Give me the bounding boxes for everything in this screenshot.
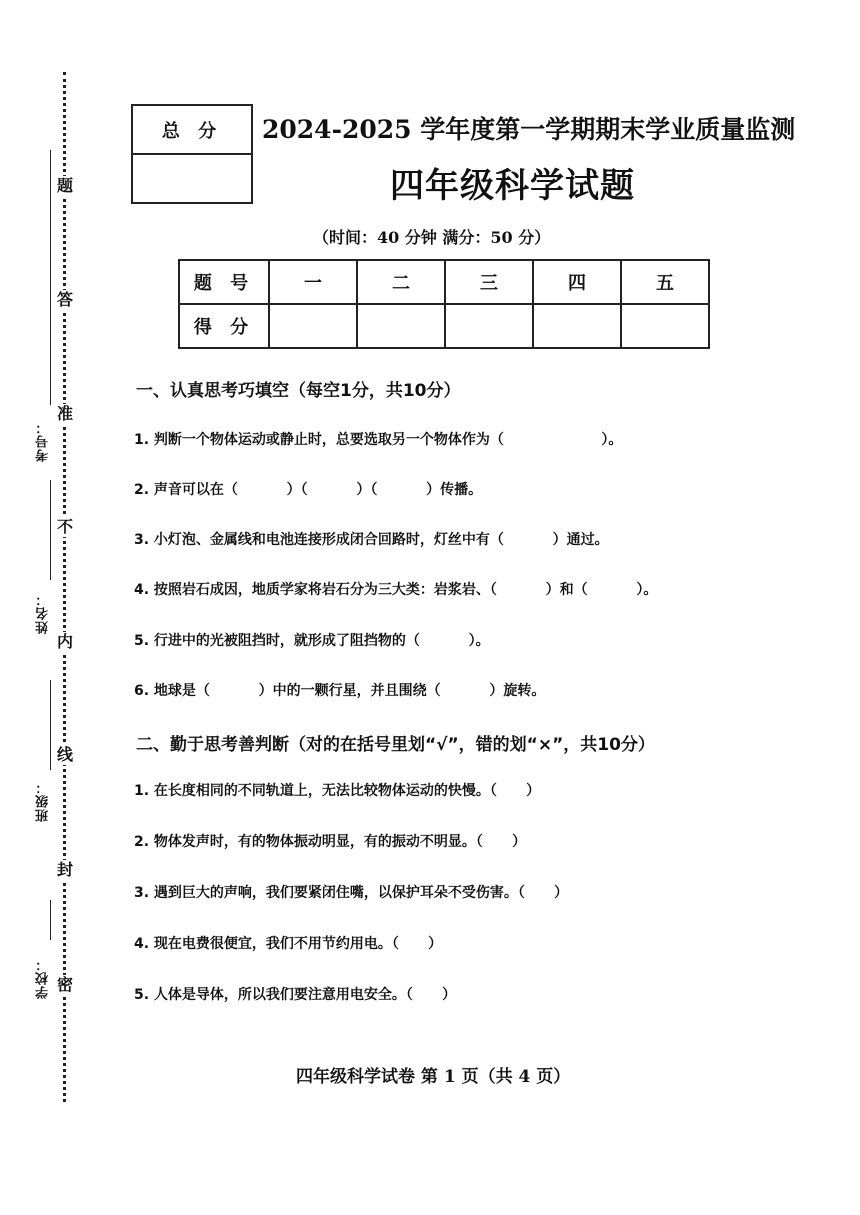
seal-char: 线 bbox=[56, 745, 73, 764]
score-cell[interactable] bbox=[445, 304, 533, 348]
time-info: （时间：40 分钟 满分：50 分） bbox=[313, 228, 551, 247]
seal-char: 封 bbox=[56, 860, 73, 879]
total-score-field[interactable] bbox=[133, 155, 251, 202]
column-header: 三 bbox=[445, 260, 533, 304]
school-label: 学校： bbox=[36, 957, 51, 999]
question-item: 5. 行进中的光被阻挡时，就形成了阻挡物的（ ）。 bbox=[134, 633, 490, 649]
row-label: 题 号 bbox=[179, 260, 269, 304]
section-heading: 二、勤于思考善判断（对的在括号里划“√”，错的划“×”，共10分） bbox=[136, 735, 655, 755]
seal-char: 密 bbox=[56, 975, 73, 994]
row-label: 得 分 bbox=[179, 304, 269, 348]
table-row bbox=[179, 260, 709, 304]
binding-dotted-line bbox=[63, 72, 66, 1102]
exam-number-blank bbox=[50, 150, 51, 405]
name-label: 姓名： bbox=[36, 592, 51, 634]
question-item: 6. 地球是（ ）中的一颗行星，并且围绕（ ）旋转。 bbox=[134, 683, 546, 699]
question-item: 2. 物体发声时，有的物体振动明显，有的振动不明显。（ ） bbox=[134, 834, 527, 850]
exam-number-label: 考号： bbox=[36, 420, 51, 462]
score-cell[interactable] bbox=[621, 304, 709, 348]
question-item: 3. 小灯泡、金属线和电池连接形成闭合回路时，灯丝中有（ ）通过。 bbox=[134, 532, 609, 548]
column-header: 四 bbox=[533, 260, 621, 304]
class-blank bbox=[50, 680, 51, 770]
question-item: 1. 在长度相同的不同轨道上，无法比较物体运动的快慢。（ ） bbox=[134, 783, 541, 799]
page-footer: 四年级科学试卷 第 1 页（共 4 页） bbox=[296, 1067, 571, 1087]
seal-char: 内 bbox=[56, 632, 73, 651]
question-item: 2. 声音可以在（ ）（ ）（ ）传播。 bbox=[134, 482, 483, 498]
seal-char: 准 bbox=[56, 404, 73, 423]
seal-char: 题 bbox=[56, 176, 73, 195]
question-item: 4. 按照岩石成因，地质学家将岩石分为三大类：岩浆岩、（ ）和（ ）。 bbox=[134, 582, 658, 598]
question-item: 3. 遇到巨大的声响，我们要紧闭住嘴，以保护耳朵不受伤害。（ ） bbox=[134, 885, 569, 901]
question-item: 1. 判断一个物体运动或静止时，总要选取另一个物体作为（ ）。 bbox=[134, 432, 623, 448]
class-label: 班级： bbox=[36, 780, 51, 822]
name-blank bbox=[50, 480, 51, 580]
exam-title: 2024-2025 学年度第一学期期末学业质量监测 bbox=[262, 115, 796, 144]
question-item: 5. 人体是导体，所以我们要注意用电安全。（ ） bbox=[134, 987, 457, 1003]
section-heading: 一、认真思考巧填空（每空1分，共10分） bbox=[136, 381, 461, 401]
score-cell[interactable] bbox=[533, 304, 621, 348]
column-header: 一 bbox=[269, 260, 357, 304]
table-row bbox=[179, 304, 709, 348]
total-score-box bbox=[131, 104, 253, 204]
score-table bbox=[178, 259, 710, 349]
column-header: 五 bbox=[621, 260, 709, 304]
total-score-label: 总 分 bbox=[133, 106, 251, 155]
question-item: 4. 现在电费很便宜，我们不用节约用电。（ ） bbox=[134, 936, 443, 952]
seal-char: 答 bbox=[56, 290, 73, 309]
seal-char: 不 bbox=[56, 517, 73, 536]
column-header: 二 bbox=[357, 260, 445, 304]
exam-subtitle: 四年级科学试题 bbox=[390, 166, 635, 206]
score-cell[interactable] bbox=[357, 304, 445, 348]
score-cell[interactable] bbox=[269, 304, 357, 348]
school-blank bbox=[50, 900, 51, 940]
